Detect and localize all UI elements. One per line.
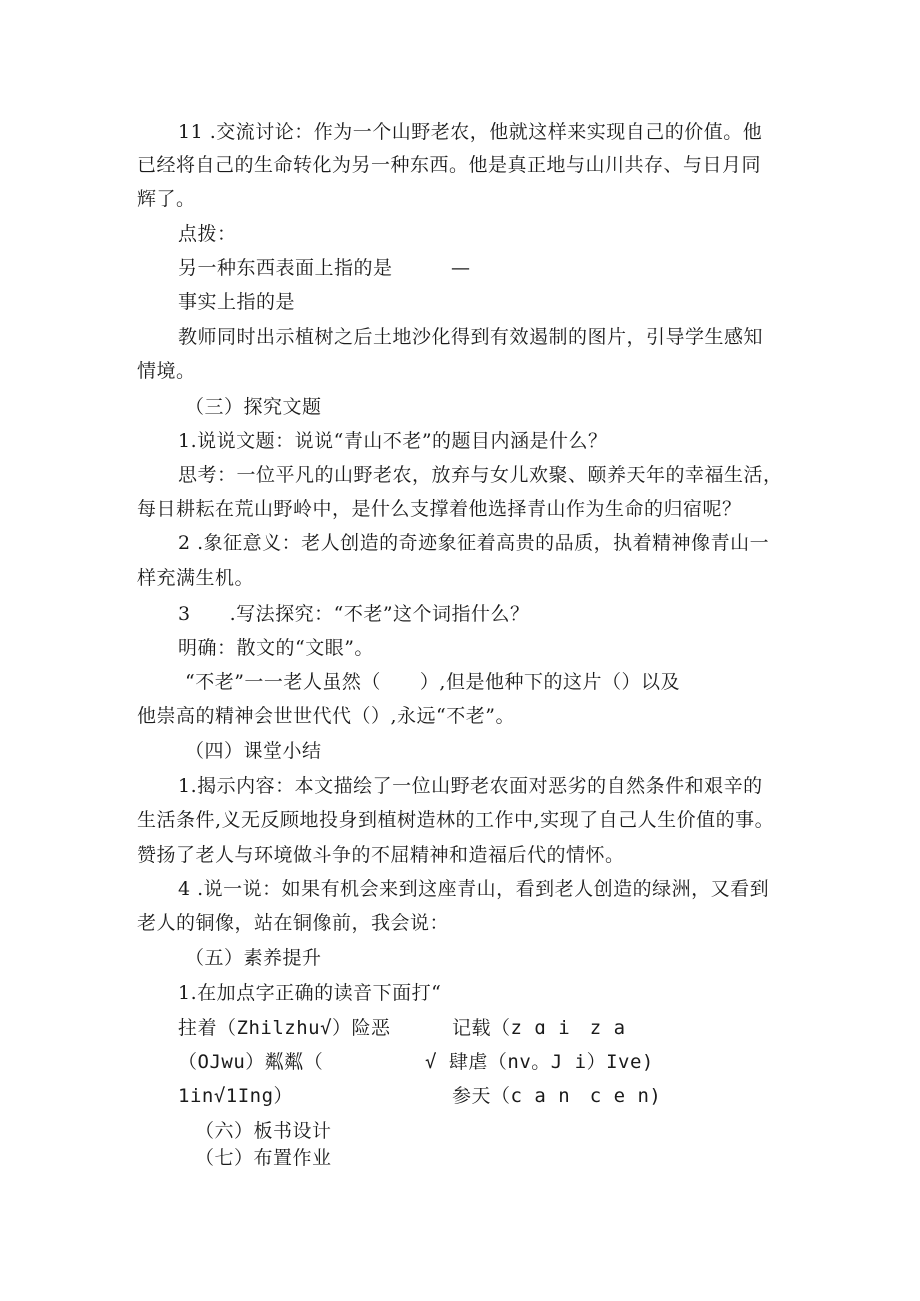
text-line-5: 另一种东西表面上指的是 — bbox=[178, 257, 471, 279]
section-heading-6: （六）板书设计 bbox=[195, 1120, 332, 1142]
text-line-21: 生活条件,义无反顾地投身到植树造林的工作中,实现了自己人生价值的事。 bbox=[137, 809, 775, 831]
text-line-1: 11 .交流讨论：作为一个山野老农，他就这样来实现自己的价值。他 bbox=[178, 121, 763, 143]
text-line-12: 每日耕耘在荒山野岭中，是什么支撑着他选择青山作为生命的归宿呢？ bbox=[137, 498, 742, 520]
text-line-11: 思考：一位平凡的山野老农，放弃与女儿欢聚、颐养天年的幸福生活， bbox=[178, 464, 783, 486]
section-heading-7: （七）布置作业 bbox=[195, 1147, 332, 1169]
text-line-10: 1.说说文题：说说“青山不老”的题目内涵是什么？ bbox=[178, 430, 608, 452]
text-line-26: 1.在加点字正确的读音下面打“ bbox=[178, 982, 442, 1004]
text-line-14: 样充满生机。 bbox=[137, 567, 255, 589]
section-heading-4: （四）课堂小结 bbox=[185, 740, 322, 762]
text-line-4: 点拨： bbox=[178, 223, 237, 245]
text-line-15: 3 .写法探究：“不老”这个词指什么？ bbox=[178, 603, 530, 625]
text-line-24: 老人的铜像，站在铜像前，我会说： bbox=[137, 912, 450, 934]
pinyin-line-left-2: （OJwu）粼粼（ bbox=[178, 1051, 324, 1073]
section-heading-5: （五）素养提升 bbox=[185, 947, 322, 969]
pinyin-line-right-3: 参天（c a n c e n) bbox=[452, 1085, 662, 1107]
text-line-7: 教师同时出示植树之后土地沙化得到有效遏制的图片，引导学生感知 bbox=[178, 326, 764, 348]
text-line-17: “不老”一一老人虽然（ ）,但是他种下的这片（）以及 bbox=[185, 671, 680, 693]
text-line-8: 情境。 bbox=[137, 360, 196, 382]
text-line-3: 辉了。 bbox=[137, 188, 196, 210]
pinyin-line-right-1: 记载（z ɑ i z a bbox=[452, 1017, 626, 1039]
text-line-23: 4 .说一说：如果有机会来到这座青山，看到老人创造的绿洲，又看到 bbox=[178, 878, 770, 900]
pinyin-line-left-3: 1in√1Ing） bbox=[178, 1085, 294, 1107]
section-heading-3: （三）探究文题 bbox=[185, 396, 322, 418]
text-line-20: 1.揭示内容：本文描绘了一位山野老农面对恶劣的自然条件和艰辛的 bbox=[178, 775, 763, 797]
text-line-6: 事实上指的是 bbox=[178, 291, 296, 313]
text-line-22: 赞扬了老人与环境做斗争的不屈精神和造福后代的情怀。 bbox=[137, 844, 625, 866]
pinyin-line-left-1: 拄着（Zhilzhu√）险恶 bbox=[178, 1017, 391, 1039]
text-line-2: 已经将自己的生命转化为另一种东西。他是真正地与山川共存、与日月同 bbox=[137, 154, 762, 176]
pinyin-line-right-2: √ 肆虐（nv。J i）Ive) bbox=[425, 1051, 654, 1073]
text-line-16: 明确：散文的“文眼”。 bbox=[178, 637, 374, 659]
text-line-13: 2 .象征意义：老人创造的奇迹象征着高贵的品质，执着精神像青山一 bbox=[178, 532, 770, 554]
text-line-18: 他崇高的精神会世世代代（）,永远“不老”。 bbox=[137, 705, 515, 727]
